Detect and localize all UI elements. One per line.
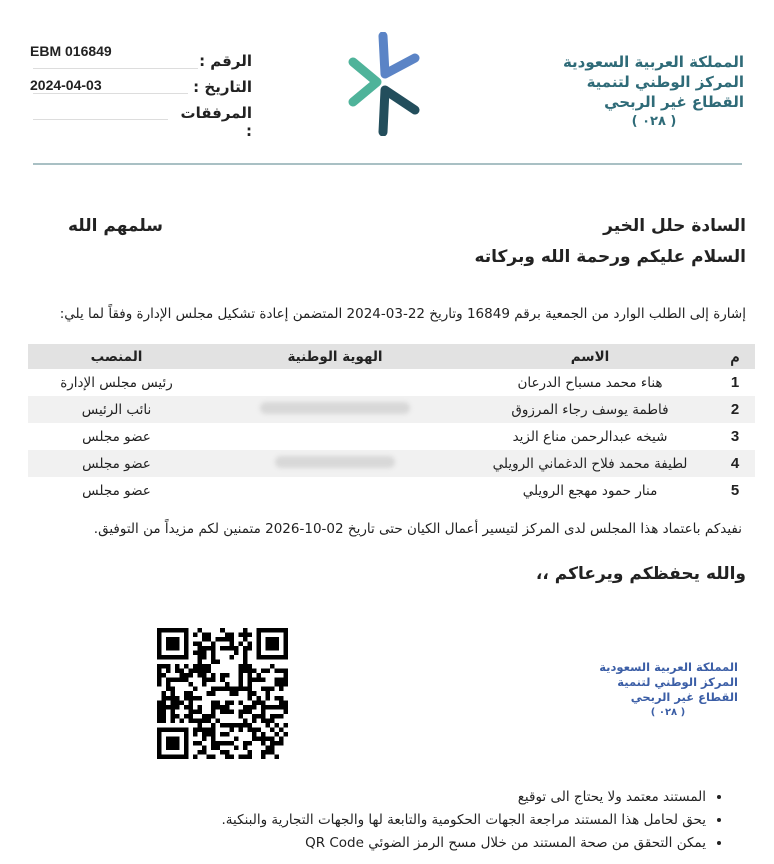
number-underline	[33, 68, 198, 69]
org-code: ( ٠٢٨ )	[650, 707, 686, 718]
national-id	[205, 423, 465, 450]
table-header-row	[28, 344, 755, 369]
intro-paragraph: إشارة إلى الطلب الوارد من الجمعية برقم 16849 وتاريخ 22-03-2024 المتضمن إعادة تشكيل مجلس الإدارة وفقاً لما يلي:	[59, 306, 746, 322]
table-row	[28, 369, 755, 396]
notes-list	[222, 786, 724, 855]
recipient: السادة حلل الخير	[603, 216, 746, 236]
member-position: عضو مجلس	[28, 450, 205, 477]
org-line: المملكة العربية السعودية	[562, 53, 744, 71]
row-number: 5	[730, 482, 740, 499]
national-id	[205, 450, 465, 477]
org-line: المملكة العربية السعودية	[599, 660, 738, 674]
date-value: 2024-04-03	[30, 77, 102, 93]
date-underline	[33, 93, 188, 94]
org-code: ( ٠٢٨ )	[631, 114, 677, 129]
recipient-suffix: سلمهم الله	[68, 216, 163, 236]
member-position: نائب الرئيس	[28, 396, 205, 423]
board-members-table	[28, 344, 755, 504]
closing-paragraph: نفيدكم باعتماد هذا المجلس لدى المركز لتيسير أعمال الكيان حتى تاريخ 02-10-2026 متمنين لكم مزيداً من التوفيق.	[93, 521, 742, 537]
signoff: والله يحفظكم ويرعاكم ،،	[535, 564, 746, 584]
org-line: القطاع غير الربحي	[630, 690, 738, 704]
member-name: فاطمة يوسف رجاء المرزوق	[465, 396, 715, 423]
attachments-label: المرفقات :	[180, 104, 252, 140]
org-name-header	[524, 52, 744, 132]
row-number: 3	[730, 428, 740, 445]
org-line: المركز الوطني لتنمية	[586, 73, 744, 91]
table-row	[28, 423, 755, 450]
redacted-id	[275, 456, 395, 468]
member-position: عضو مجلس	[82, 428, 151, 445]
table-row	[28, 450, 755, 477]
number-label: الرقم :	[199, 52, 252, 70]
col-header-number: م	[715, 344, 755, 369]
org-line: المركز الوطني لتنمية	[617, 675, 738, 689]
national-id	[205, 396, 465, 423]
member-name: لطيفة محمد فلاح الدغماني الرويلي	[465, 450, 715, 477]
attachments-underline	[33, 119, 168, 120]
member-position: عضو مجلس	[82, 482, 151, 499]
redacted-id	[260, 402, 410, 414]
national-id	[205, 369, 465, 396]
col-header-position: المنصب	[28, 344, 205, 369]
table-row	[28, 396, 755, 423]
org-line: القطاع غير الربحي	[604, 93, 744, 111]
org-name-footer	[598, 660, 738, 720]
member-name: هناء محمد مسباح الدرعان	[517, 374, 663, 391]
note-item: • يحق لحامل هذا المستند مراجعة الجهات الحكومية والتابعة لها والجهات التجارية والبنكية.	[222, 809, 706, 832]
number-value: EBM 016849	[30, 43, 112, 59]
note-item: • يمكن التحقق من صحة المستند من خلال مسح الرمز الضوئي QR Code	[222, 832, 706, 855]
greeting: السلام عليكم ورحمة الله وبركاته	[474, 247, 746, 267]
row-number: 1	[730, 374, 740, 391]
col-header-national-id: الهوية الوطنية	[205, 344, 465, 369]
national-id	[205, 477, 465, 504]
member-name: شيخه عبدالرحمن مناع الزيد	[512, 428, 668, 445]
table-row	[28, 477, 755, 504]
qr-code	[157, 628, 288, 759]
note-item: • المستند معتمد ولا يحتاج الى توقيع	[222, 786, 706, 809]
date-label: التاريخ :	[193, 78, 252, 96]
org-logo-icon	[343, 32, 423, 136]
header-divider	[33, 163, 742, 165]
row-number: 4	[715, 450, 755, 477]
col-header-name: الاسم	[465, 344, 715, 369]
row-number: 2	[715, 396, 755, 423]
member-position: رئيس مجلس الإدارة	[60, 374, 173, 391]
member-name: منار حمود مهجع الرويلي	[522, 482, 658, 499]
